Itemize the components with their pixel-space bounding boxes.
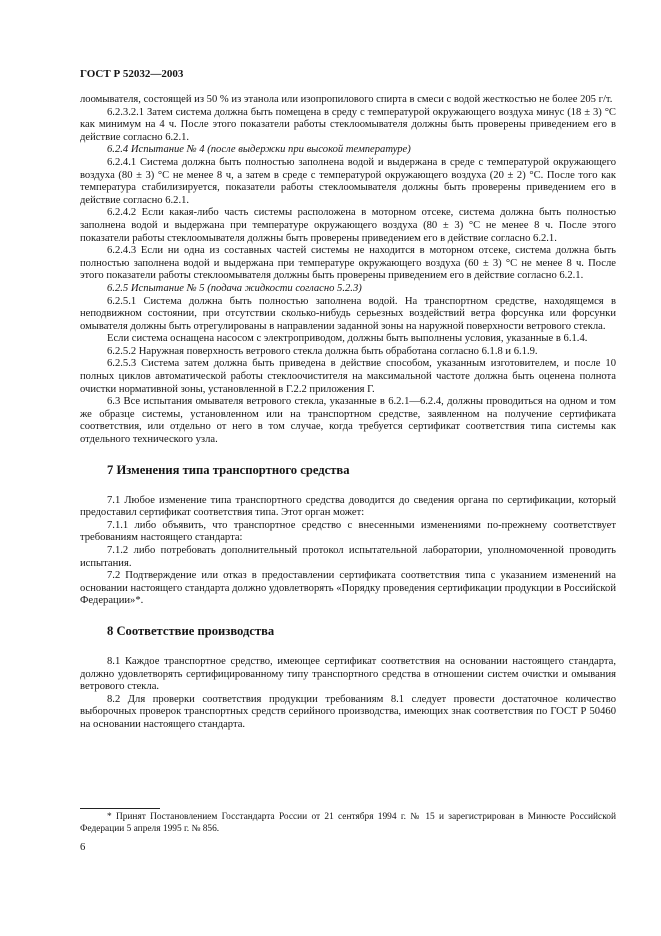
paragraph-6-2-5-1: 6.2.5.1 Система должна быть полностью заполнена водой. На транспортном средстве, находящемся в неподвижном состоянии, при отсутствии сколько-нибудь серьезных воздействий ветра форсунка или форсунки омывателя должны быть отрегулированы в направлении заданной зоны на наружной поверхности ветрового стекла. (80, 295, 616, 332)
paragraph-continuation: лоомывателя, состоящей из 50 % из этанола или изопропилового спирта в смеси с водой жесткостью не более 205 г/т. (80, 94, 613, 105)
paragraph-7-1-1: 7.1.1 либо объявить, что транспортное средство с внесенными изменениями по-прежнему соответствует требованиям настоящего стандарта: (80, 519, 616, 544)
paragraph-pump-note: Если система оснащена насосом с электроприводом, должны быть выполнены условия, указанные в 6.1.4. (107, 333, 588, 345)
subheading-test-4: 6.2.4 Испытание № 4 (после выдержки при высокой температуре) (107, 144, 411, 156)
section-8-heading: 8 Соответствие производства (107, 623, 275, 638)
document-body (80, 94, 616, 732)
paragraph-8-1: 8.1 Каждое транспортное средство, имеющее сертификат соответствия на основании настоящего стандарта, должно удовлетворять сертифицированному типу транспортного средства в отношении систем очистки и омывания ветрового стекла. (80, 655, 616, 693)
paragraph-6-2-4-1: 6.2.4.1 Система должна быть полностью заполнена водой и выдержана в среде с температурой окружающего воздуха (80 ± 3) °С не менее 8 ч, а затем в среде с температурой окружающего воздуха (20 ± 2) °С. После того как температура стабилизируется, показатели работы стеклоомывателя должны быть проверены приведением его в действие согласно 6.2.1. (80, 156, 616, 206)
section-7-heading: 7 Изменения типа транспортного средства (107, 462, 350, 477)
paragraph-8-2: 8.2 Для проверки соответствия продукции требованиям 8.1 следует провести достаточное количество выборочных проверок транспортных средств серийного производства, имеющих знак соответствия по ГОСТ Р 50460 на основании настоящего стандарта. (80, 693, 616, 730)
subheading-test-5: 6.2.5 Испытание № 5 (подача жидкости согласно 5.2.3) (107, 282, 362, 294)
paragraph-6-2-3-2-1: 6.2.3.2.1 Затем система должна быть помещена в среду с температурой окружающего воздуха минус (18 ± 3) °С как минимум на 4 ч. После этого показатели работы стеклоомывателя должны быть проверены приведением его в действие согласно 6.2.1. (80, 106, 616, 143)
paragraph-7-2: 7.2 Подтверждение или отказ в предоставлении сертификата соответствия типа с указанием изменений на основании настоящего стандарта должно удовлетворять «Порядку проведения сертификации продукции в Российской Федерации»*. (80, 570, 616, 607)
paragraph-7-1: 7.1 Любое изменение типа транспортного средства доводится до сведения органа по сертификации, который предоставил сертификат соответствия типа. Этот орган может: (80, 494, 616, 519)
footnote: * Принят Постановлением Госстандарта России от 21 сентября 1994 г. № 15 и зарегистрирован в Минюсте Российской Федерации 5 апреля 1995 г. № 856. (80, 812, 616, 834)
paragraph-6-2-5-2: 6.2.5.2 Наружная поверхность ветрового стекла должна быть обработана согласно 6.1.8 и 6.1.9. (107, 345, 538, 357)
paragraph-6-2-4-2: 6.2.4.2 Если какая-либо часть системы расположена в моторном отсеке, система должна быть полностью заполнена водой и выдержана при температуре окружающего воздуха (80 ± 3) °С не менее 8 ч. После этого показатели работы стеклоомывателя должны быть проверены приведением его в действие согласно 6.2.1. (80, 207, 616, 244)
paragraph-6-2-5-3: 6.2.5.3 Система затем должна быть приведена в действие способом, указанным изготовителем, и после 10 полных циклов автоматической работы стеклоочистителя на максимальной частоте должна быть оценена полнота очистки нормативной зоны, установленной в Г.2.2 приложения Г. (80, 358, 616, 395)
paragraph-6-3: 6.3 Все испытания омывателя ветрового стекла, указанные в 6.2.1—6.2.4, должны проводиться на одном и том же образце системы, установленном или на транспортном средстве, заявленном на получение сертификата соответствия, или отдельно от него в том случае, когда требуется сертификат соответствия типа системы как отдельного технического узла. (80, 396, 616, 446)
running-header: ГОСТ Р 52032—2003 (80, 68, 184, 80)
footnote-divider (80, 808, 160, 809)
paragraph-7-1-2: 7.1.2 либо потребовать дополнительный протокол испытательной лаборатории, уполномоченной проводить испытания. (80, 545, 616, 569)
page-number: 6 (80, 842, 86, 853)
paragraph-6-2-4-3: 6.2.4.3 Если ни одна из составных частей системы не находится в моторном отсеке, система должна быть полностью заполнена водой и выдержана при температуре окружающего воздуха (60 ± 3) °С не менее 8 ч. После этого показатели работы стеклоомывателя должны быть проверены приведением его в действие согласно 6.2.1. (80, 245, 616, 282)
